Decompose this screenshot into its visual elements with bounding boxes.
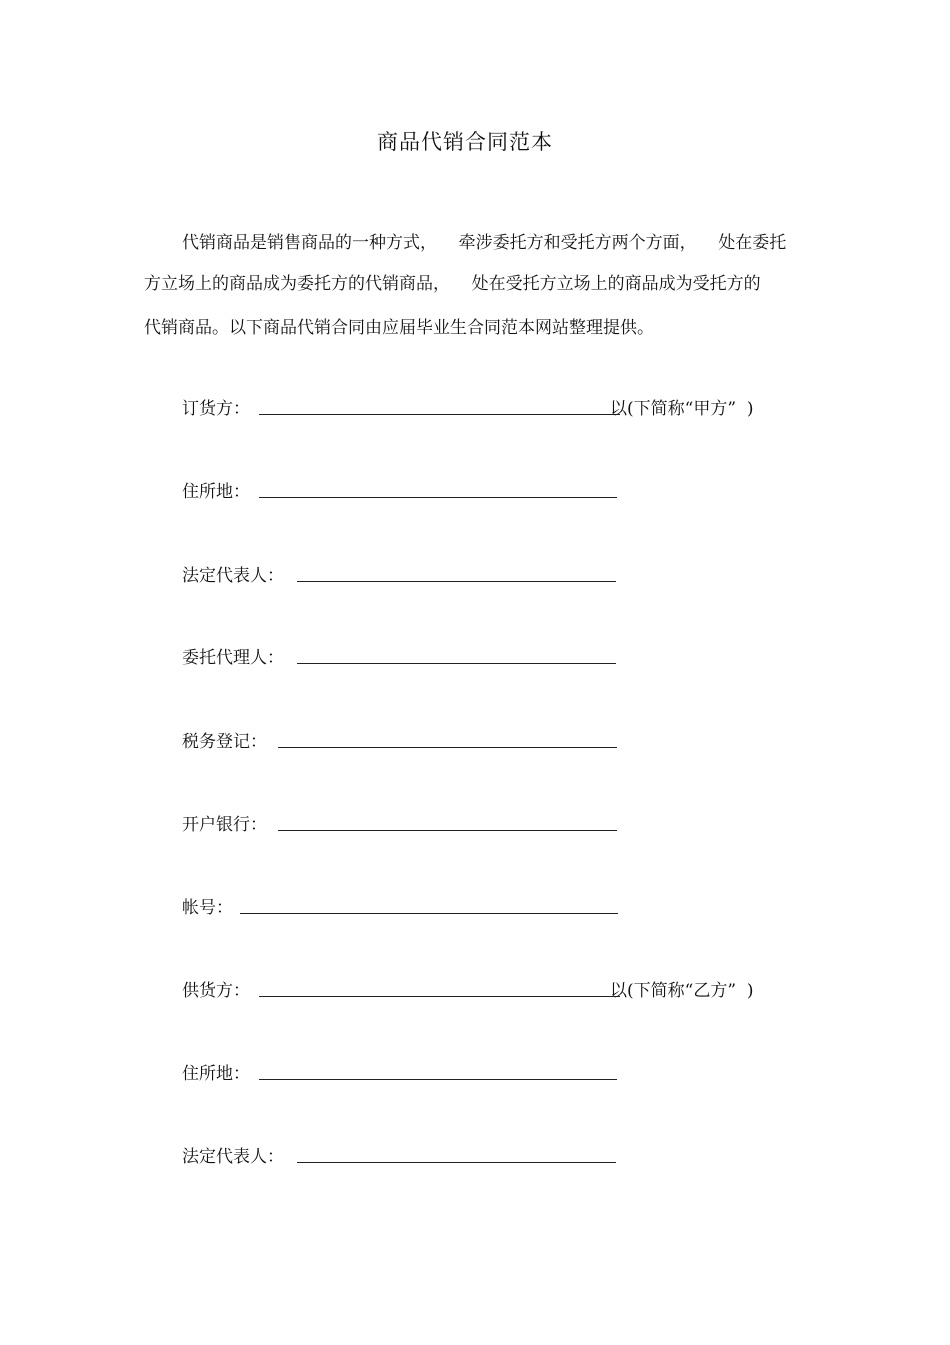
fill-in-line[interactable] <box>259 1079 617 1080</box>
intro-line-3: 代销商品。以下商品代销合同由应届毕业生合同范本网站整理提供。 <box>144 318 654 338</box>
fill-in-line[interactable] <box>240 913 618 914</box>
fill-in-line[interactable] <box>259 414 620 415</box>
intro-line-1: 代销商品是销售商品的一种方式， 牵涉委托方和受托方两个方面， 处在委托 <box>182 233 787 253</box>
fill-in-line[interactable] <box>297 663 616 664</box>
field-label: 开户银行： <box>182 815 267 835</box>
field-label: 帐号： <box>182 898 233 918</box>
fill-in-line[interactable] <box>259 996 620 997</box>
field-label: 订货方： <box>182 399 250 419</box>
fill-in-line[interactable] <box>297 581 616 582</box>
fill-in-line[interactable] <box>259 497 617 498</box>
fill-in-line[interactable] <box>278 747 617 748</box>
field-label: 委托代理人： <box>182 648 284 668</box>
field-label: 法定代表人： <box>182 1147 284 1167</box>
fill-in-line[interactable] <box>278 830 617 831</box>
document-title: 商品代销合同范本 <box>377 130 553 154</box>
field-label: 供货方： <box>182 981 250 1001</box>
field-note: 以(下简称“乙方” ) <box>610 981 754 1001</box>
field-note: 以(下简称“甲方” ) <box>610 399 754 419</box>
fill-in-line[interactable] <box>297 1162 616 1163</box>
field-label: 法定代表人： <box>182 566 284 586</box>
field-label: 住所地： <box>182 482 250 502</box>
field-label: 税务登记： <box>182 732 267 752</box>
intro-line-2: 方立场上的商品成为委托方的代销商品， 处在受托方立场上的商品成为受托方的 <box>144 274 761 294</box>
field-label: 住所地： <box>182 1064 250 1084</box>
